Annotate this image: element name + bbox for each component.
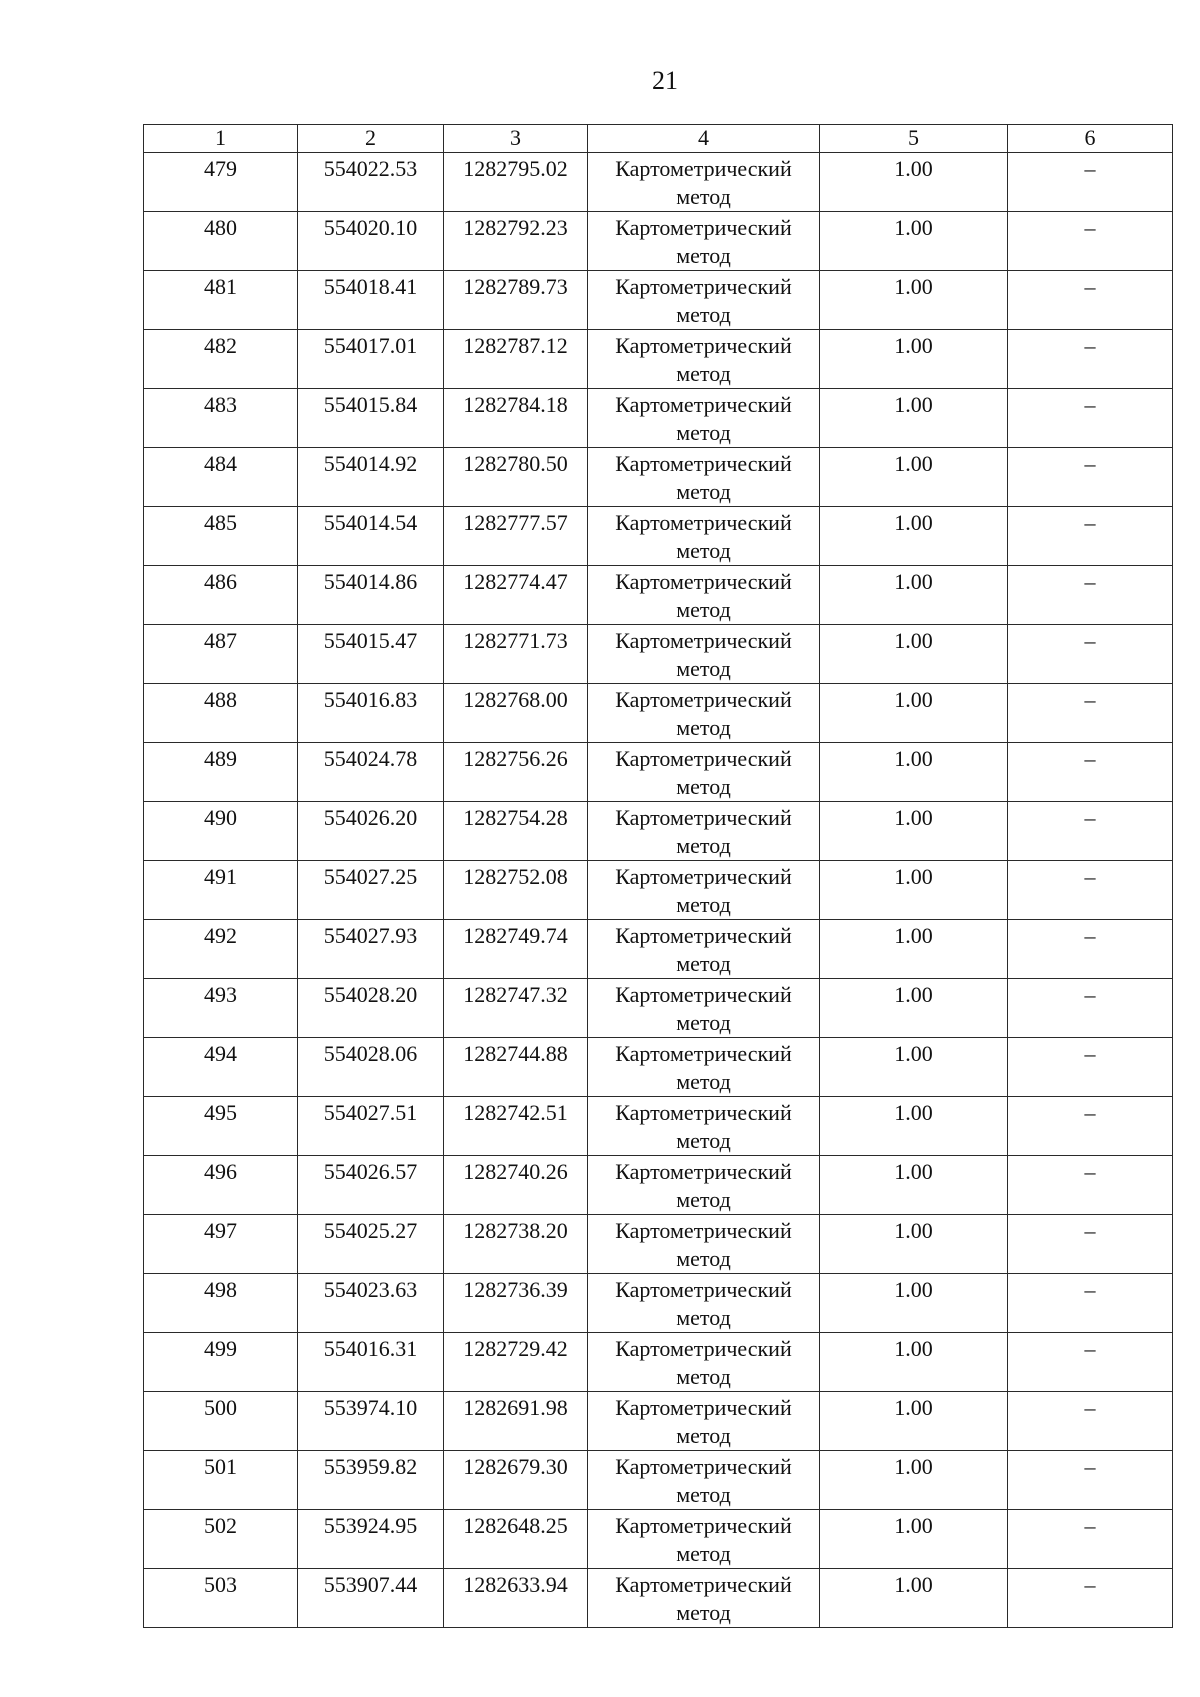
method-line-2: метод [676, 774, 731, 799]
method-cell [588, 212, 820, 271]
method-line-2: метод [676, 1305, 731, 1330]
accuracy-cell: 1.00 [820, 212, 1008, 271]
method-line-1: Картометрический [615, 569, 792, 594]
y-coordinate-cell: 1282795.02 [444, 153, 588, 212]
method-line-2: метод [676, 1187, 731, 1212]
table-row [144, 1038, 1173, 1097]
x-coordinate-cell: 553924.95 [298, 1510, 444, 1569]
method-line-1: Картометрический [615, 1336, 792, 1361]
point-number-cell: 479 [144, 153, 298, 212]
x-coordinate-cell: 554025.27 [298, 1215, 444, 1274]
note-cell: – [1008, 1156, 1173, 1215]
note-cell: – [1008, 1451, 1173, 1510]
method-line-1: Картометрический [615, 1159, 792, 1184]
accuracy-cell: 1.00 [820, 566, 1008, 625]
table-row [144, 920, 1173, 979]
table-row [144, 743, 1173, 802]
table-row [144, 389, 1173, 448]
method-line-2: метод [676, 361, 731, 386]
y-coordinate-cell: 1282774.47 [444, 566, 588, 625]
point-number-cell: 492 [144, 920, 298, 979]
x-coordinate-cell: 554024.78 [298, 743, 444, 802]
accuracy-cell: 1.00 [820, 1510, 1008, 1569]
x-coordinate-cell: 554022.53 [298, 153, 444, 212]
accuracy-cell: 1.00 [820, 1569, 1008, 1628]
y-coordinate-cell: 1282784.18 [444, 389, 588, 448]
coordinates-table [143, 124, 1173, 1628]
method-cell [588, 802, 820, 861]
accuracy-cell: 1.00 [820, 330, 1008, 389]
point-number-cell: 494 [144, 1038, 298, 1097]
table-row [144, 566, 1173, 625]
method-cell [588, 861, 820, 920]
note-cell: – [1008, 1038, 1173, 1097]
y-coordinate-cell: 1282792.23 [444, 212, 588, 271]
method-cell [588, 1038, 820, 1097]
note-cell: – [1008, 389, 1173, 448]
method-line-1: Картометрический [615, 333, 792, 358]
method-line-1: Картометрический [615, 982, 792, 1007]
y-coordinate-cell: 1282780.50 [444, 448, 588, 507]
note-cell: – [1008, 1274, 1173, 1333]
method-cell [588, 625, 820, 684]
note-cell: – [1008, 979, 1173, 1038]
point-number-cell: 497 [144, 1215, 298, 1274]
y-coordinate-cell: 1282756.26 [444, 743, 588, 802]
y-coordinate-cell: 1282691.98 [444, 1392, 588, 1451]
point-number-cell: 486 [144, 566, 298, 625]
table-row [144, 1215, 1173, 1274]
x-coordinate-cell: 554017.01 [298, 330, 444, 389]
accuracy-cell: 1.00 [820, 743, 1008, 802]
note-cell: – [1008, 1333, 1173, 1392]
method-line-2: метод [676, 1600, 731, 1625]
accuracy-cell: 1.00 [820, 389, 1008, 448]
method-line-2: метод [676, 833, 731, 858]
method-line-2: метод [676, 302, 731, 327]
method-line-2: метод [676, 1423, 731, 1448]
y-coordinate-cell: 1282754.28 [444, 802, 588, 861]
accuracy-cell: 1.00 [820, 1333, 1008, 1392]
method-cell [588, 684, 820, 743]
accuracy-cell: 1.00 [820, 1156, 1008, 1215]
table-row [144, 1097, 1173, 1156]
point-number-cell: 490 [144, 802, 298, 861]
table-row [144, 212, 1173, 271]
y-coordinate-cell: 1282744.88 [444, 1038, 588, 1097]
table-row [144, 802, 1173, 861]
x-coordinate-cell: 553959.82 [298, 1451, 444, 1510]
method-line-2: метод [676, 1482, 731, 1507]
method-cell [588, 1569, 820, 1628]
method-cell [588, 1274, 820, 1333]
accuracy-cell: 1.00 [820, 979, 1008, 1038]
method-line-1: Картометрический [615, 215, 792, 240]
x-coordinate-cell: 554016.83 [298, 684, 444, 743]
accuracy-cell: 1.00 [820, 1274, 1008, 1333]
point-number-cell: 503 [144, 1569, 298, 1628]
method-cell [588, 153, 820, 212]
accuracy-cell: 1.00 [820, 1392, 1008, 1451]
note-cell: – [1008, 920, 1173, 979]
column-header: 4 [588, 125, 820, 153]
method-cell [588, 1215, 820, 1274]
method-line-1: Картометрический [615, 864, 792, 889]
table-row [144, 1451, 1173, 1510]
x-coordinate-cell: 554014.54 [298, 507, 444, 566]
note-cell: – [1008, 684, 1173, 743]
method-line-2: метод [676, 1364, 731, 1389]
note-cell: – [1008, 1215, 1173, 1274]
point-number-cell: 502 [144, 1510, 298, 1569]
y-coordinate-cell: 1282736.39 [444, 1274, 588, 1333]
note-cell: – [1008, 330, 1173, 389]
method-line-2: метод [676, 184, 731, 209]
y-coordinate-cell: 1282777.57 [444, 507, 588, 566]
method-line-1: Картометрический [615, 1277, 792, 1302]
method-cell [588, 1333, 820, 1392]
table-row [144, 271, 1173, 330]
method-cell [588, 389, 820, 448]
x-coordinate-cell: 554026.57 [298, 1156, 444, 1215]
accuracy-cell: 1.00 [820, 448, 1008, 507]
method-cell [588, 920, 820, 979]
note-cell: – [1008, 566, 1173, 625]
x-coordinate-cell: 554027.25 [298, 861, 444, 920]
y-coordinate-cell: 1282768.00 [444, 684, 588, 743]
point-number-cell: 489 [144, 743, 298, 802]
note-cell: – [1008, 507, 1173, 566]
method-line-2: метод [676, 1246, 731, 1271]
method-line-1: Картометрический [615, 1041, 792, 1066]
y-coordinate-cell: 1282789.73 [444, 271, 588, 330]
x-coordinate-cell: 554015.84 [298, 389, 444, 448]
x-coordinate-cell: 554026.20 [298, 802, 444, 861]
x-coordinate-cell: 554018.41 [298, 271, 444, 330]
x-coordinate-cell: 554028.20 [298, 979, 444, 1038]
method-cell [588, 743, 820, 802]
note-cell: – [1008, 1510, 1173, 1569]
y-coordinate-cell: 1282787.12 [444, 330, 588, 389]
point-number-cell: 491 [144, 861, 298, 920]
y-coordinate-cell: 1282648.25 [444, 1510, 588, 1569]
y-coordinate-cell: 1282729.42 [444, 1333, 588, 1392]
y-coordinate-cell: 1282747.32 [444, 979, 588, 1038]
accuracy-cell: 1.00 [820, 507, 1008, 566]
method-line-2: метод [676, 597, 731, 622]
point-number-cell: 484 [144, 448, 298, 507]
y-coordinate-cell: 1282633.94 [444, 1569, 588, 1628]
method-line-2: метод [676, 420, 731, 445]
method-line-1: Картометрический [615, 1513, 792, 1538]
column-header: 3 [444, 125, 588, 153]
method-line-1: Картометрический [615, 1572, 792, 1597]
page-number: 21 [652, 66, 678, 95]
method-line-2: метод [676, 1010, 731, 1035]
note-cell: – [1008, 743, 1173, 802]
x-coordinate-cell: 553974.10 [298, 1392, 444, 1451]
accuracy-cell: 1.00 [820, 153, 1008, 212]
method-cell [588, 1392, 820, 1451]
point-number-cell: 482 [144, 330, 298, 389]
method-cell [588, 448, 820, 507]
point-number-cell: 485 [144, 507, 298, 566]
point-number-cell: 481 [144, 271, 298, 330]
x-coordinate-cell: 554015.47 [298, 625, 444, 684]
method-cell [588, 330, 820, 389]
y-coordinate-cell: 1282749.74 [444, 920, 588, 979]
accuracy-cell: 1.00 [820, 684, 1008, 743]
method-cell [588, 979, 820, 1038]
note-cell: – [1008, 1569, 1173, 1628]
table-row [144, 1510, 1173, 1569]
note-cell: – [1008, 861, 1173, 920]
method-line-1: Картометрический [615, 392, 792, 417]
point-number-cell: 499 [144, 1333, 298, 1392]
x-coordinate-cell: 554027.93 [298, 920, 444, 979]
method-line-1: Картометрический [615, 805, 792, 830]
column-header: 2 [298, 125, 444, 153]
method-cell [588, 507, 820, 566]
column-header: 1 [144, 125, 298, 153]
table-row [144, 625, 1173, 684]
x-coordinate-cell: 554023.63 [298, 1274, 444, 1333]
method-line-2: метод [676, 479, 731, 504]
accuracy-cell: 1.00 [820, 625, 1008, 684]
point-number-cell: 487 [144, 625, 298, 684]
y-coordinate-cell: 1282752.08 [444, 861, 588, 920]
method-line-2: метод [676, 951, 731, 976]
x-coordinate-cell: 554014.86 [298, 566, 444, 625]
point-number-cell: 493 [144, 979, 298, 1038]
method-line-2: метод [676, 538, 731, 563]
column-header: 6 [1008, 125, 1173, 153]
accuracy-cell: 1.00 [820, 271, 1008, 330]
x-coordinate-cell: 554028.06 [298, 1038, 444, 1097]
method-line-1: Картометрический [615, 510, 792, 535]
method-line-1: Картометрический [615, 1395, 792, 1420]
y-coordinate-cell: 1282742.51 [444, 1097, 588, 1156]
method-line-1: Картометрический [615, 1100, 792, 1125]
table-row [144, 507, 1173, 566]
note-cell: – [1008, 1392, 1173, 1451]
table-body [144, 153, 1173, 1628]
table-row [144, 1156, 1173, 1215]
table-row [144, 1569, 1173, 1628]
method-cell [588, 1510, 820, 1569]
accuracy-cell: 1.00 [820, 1038, 1008, 1097]
note-cell: – [1008, 802, 1173, 861]
method-line-1: Картометрический [615, 628, 792, 653]
method-line-2: метод [676, 1541, 731, 1566]
accuracy-cell: 1.00 [820, 1097, 1008, 1156]
table-header-row [144, 125, 1173, 153]
method-cell [588, 1451, 820, 1510]
method-line-2: метод [676, 1069, 731, 1094]
method-cell [588, 271, 820, 330]
table-row [144, 330, 1173, 389]
method-cell [588, 1097, 820, 1156]
y-coordinate-cell: 1282740.26 [444, 1156, 588, 1215]
x-coordinate-cell: 553907.44 [298, 1569, 444, 1628]
x-coordinate-cell: 554016.31 [298, 1333, 444, 1392]
method-line-1: Картометрический [615, 274, 792, 299]
method-line-2: метод [676, 1128, 731, 1153]
point-number-cell: 501 [144, 1451, 298, 1510]
accuracy-cell: 1.00 [820, 802, 1008, 861]
point-number-cell: 488 [144, 684, 298, 743]
x-coordinate-cell: 554014.92 [298, 448, 444, 507]
method-line-1: Картометрический [615, 687, 792, 712]
method-cell [588, 566, 820, 625]
table-row [144, 448, 1173, 507]
accuracy-cell: 1.00 [820, 1215, 1008, 1274]
table-row [144, 1274, 1173, 1333]
point-number-cell: 498 [144, 1274, 298, 1333]
table-row [144, 1392, 1173, 1451]
note-cell: – [1008, 153, 1173, 212]
x-coordinate-cell: 554020.10 [298, 212, 444, 271]
method-line-1: Картометрический [615, 1454, 792, 1479]
method-line-1: Картометрический [615, 923, 792, 948]
point-number-cell: 496 [144, 1156, 298, 1215]
accuracy-cell: 1.00 [820, 920, 1008, 979]
table-row [144, 1333, 1173, 1392]
point-number-cell: 483 [144, 389, 298, 448]
y-coordinate-cell: 1282679.30 [444, 1451, 588, 1510]
table-row [144, 861, 1173, 920]
accuracy-cell: 1.00 [820, 1451, 1008, 1510]
method-line-1: Картометрический [615, 156, 792, 181]
method-line-1: Картометрический [615, 1218, 792, 1243]
note-cell: – [1008, 212, 1173, 271]
x-coordinate-cell: 554027.51 [298, 1097, 444, 1156]
method-line-2: метод [676, 892, 731, 917]
point-number-cell: 500 [144, 1392, 298, 1451]
method-line-2: метод [676, 715, 731, 740]
note-cell: – [1008, 271, 1173, 330]
y-coordinate-cell: 1282771.73 [444, 625, 588, 684]
table-row [144, 153, 1173, 212]
y-coordinate-cell: 1282738.20 [444, 1215, 588, 1274]
note-cell: – [1008, 625, 1173, 684]
method-line-2: метод [676, 243, 731, 268]
table-row [144, 979, 1173, 1038]
method-cell [588, 1156, 820, 1215]
point-number-cell: 495 [144, 1097, 298, 1156]
column-header: 5 [820, 125, 1008, 153]
note-cell: – [1008, 1097, 1173, 1156]
table-row [144, 684, 1173, 743]
accuracy-cell: 1.00 [820, 861, 1008, 920]
method-line-2: метод [676, 656, 731, 681]
method-line-1: Картометрический [615, 746, 792, 771]
point-number-cell: 480 [144, 212, 298, 271]
method-line-1: Картометрический [615, 451, 792, 476]
note-cell: – [1008, 448, 1173, 507]
